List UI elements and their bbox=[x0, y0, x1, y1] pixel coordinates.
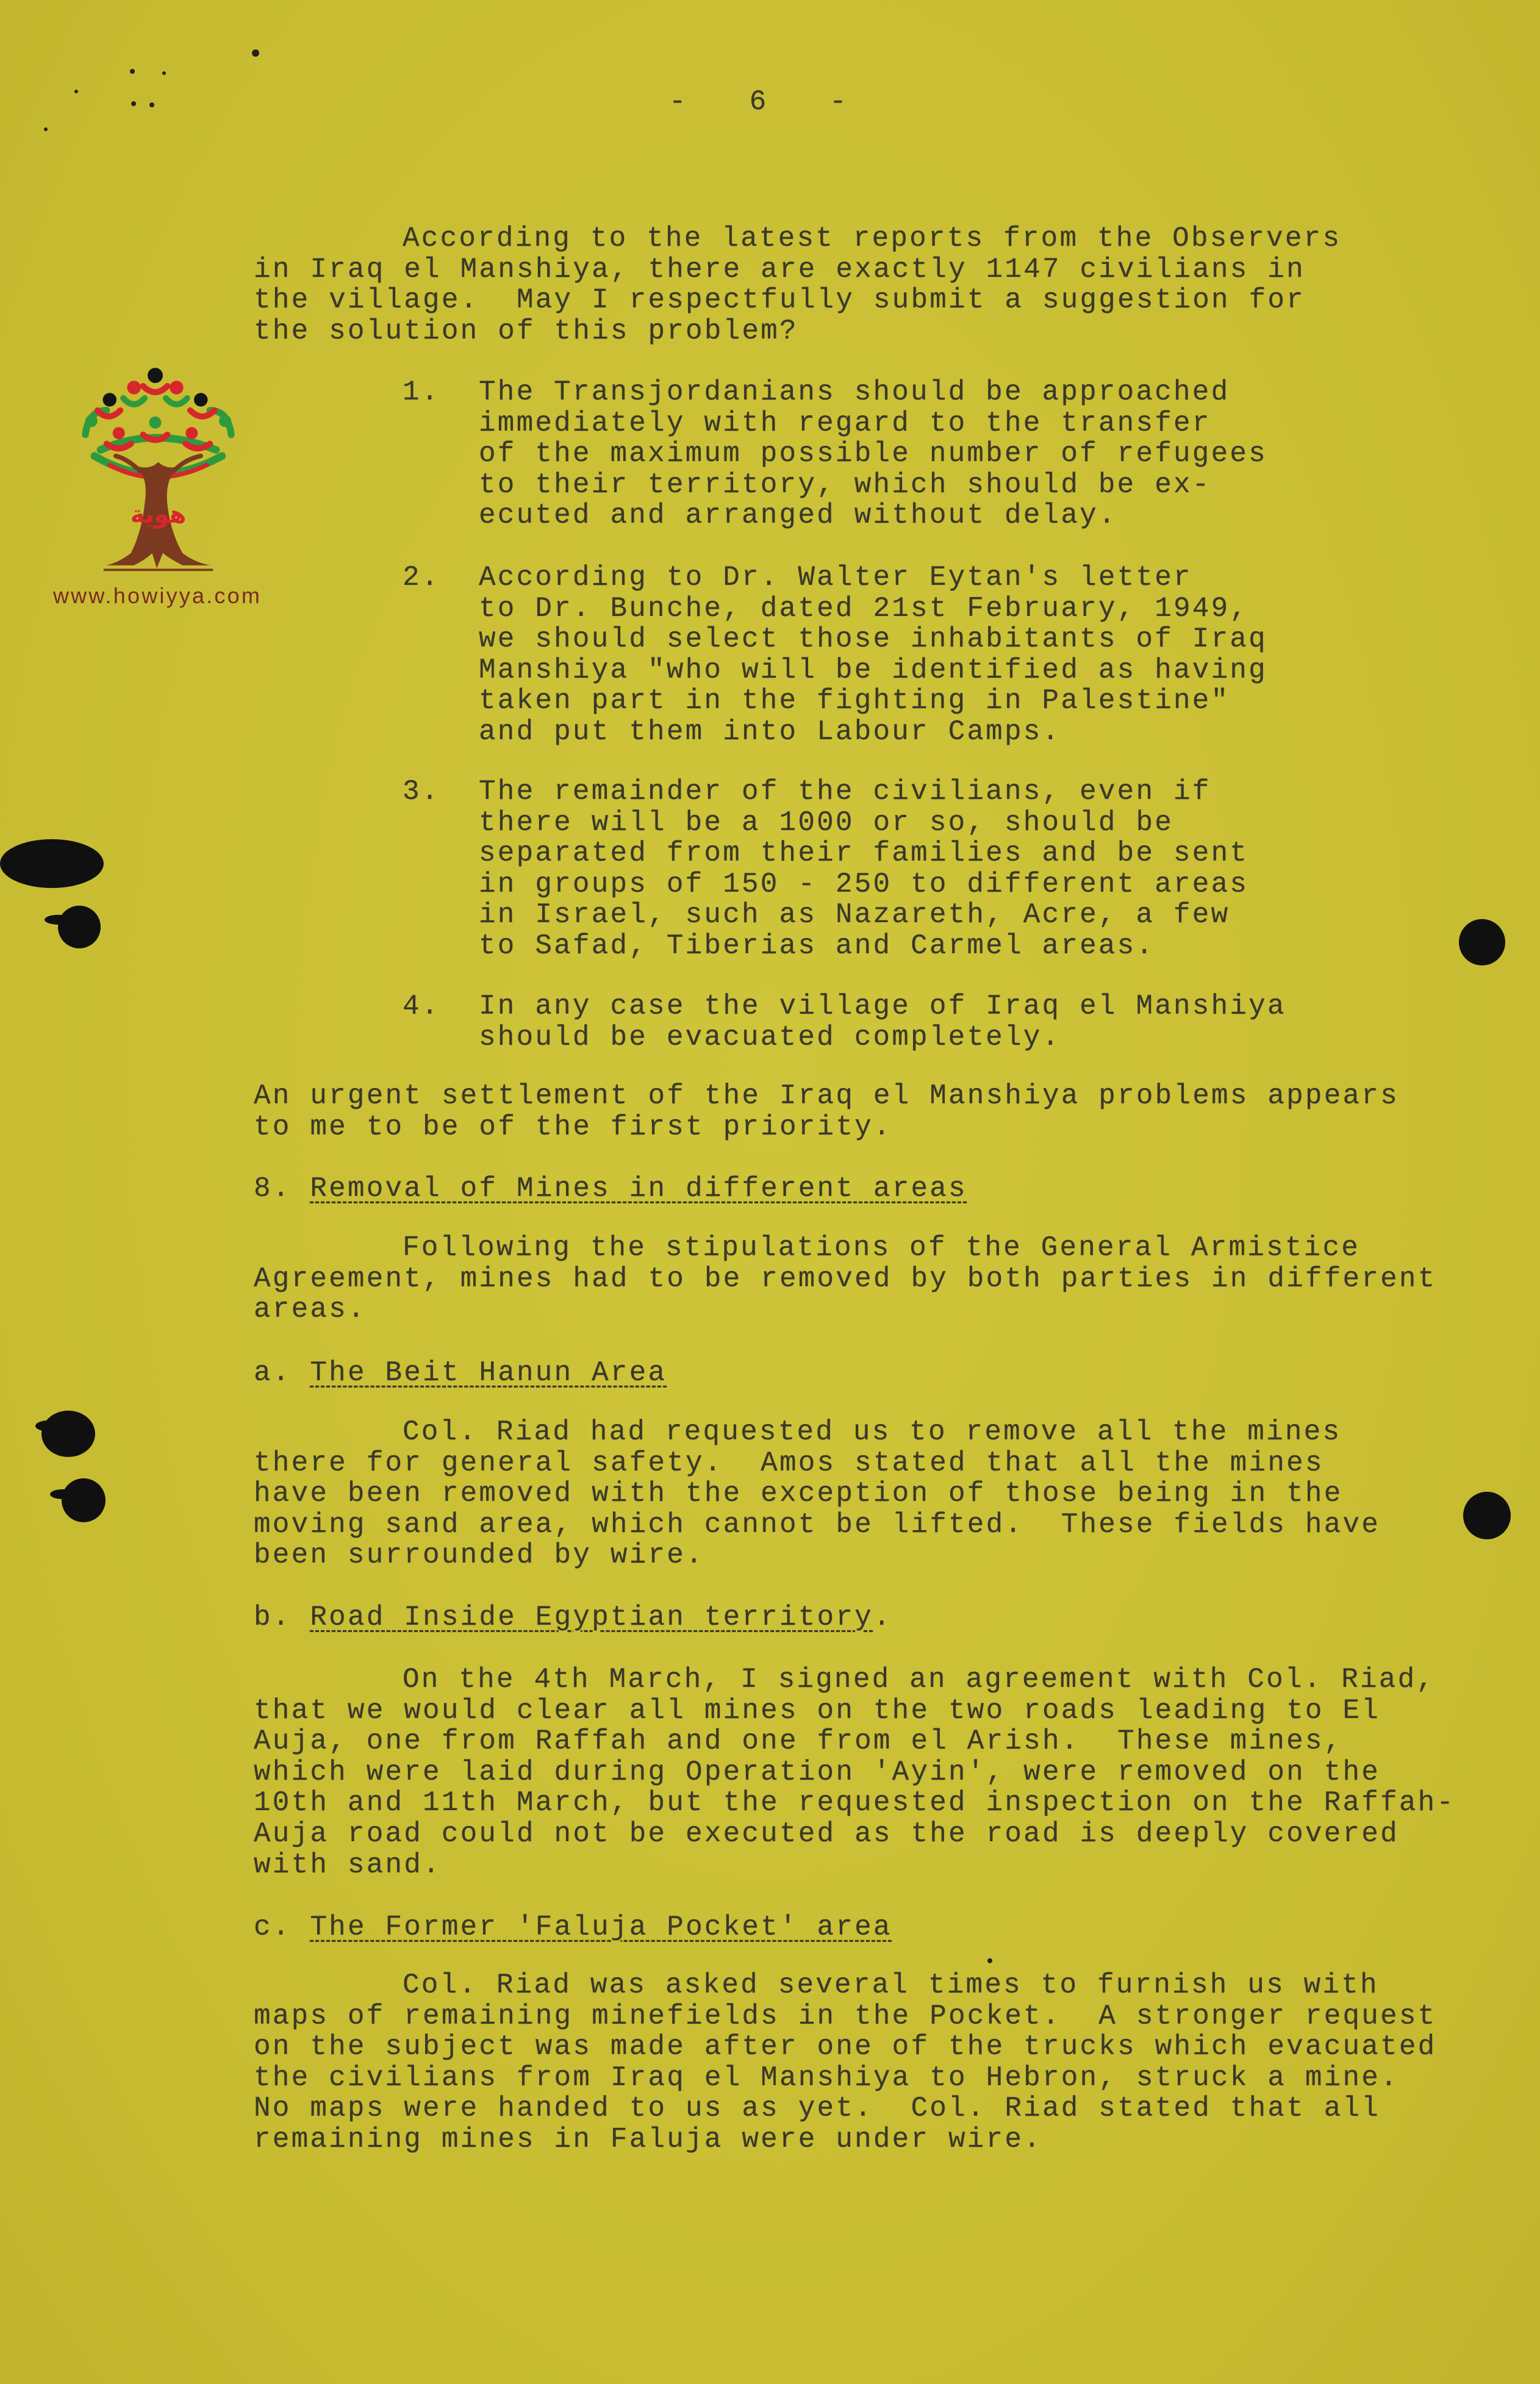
suggestion-number: 2. bbox=[403, 562, 440, 593]
punch-hole-smear bbox=[35, 1420, 62, 1431]
punch-hole-smear bbox=[45, 915, 71, 925]
suggestion-text: The Transjordanians should be approached immediately with regard to the transfer of the maximum possible number of refugees to their territory, which should be ex- ecuted and arranged without delay. bbox=[479, 376, 1267, 532]
subsection-title: Road Inside Egyptian territory bbox=[310, 1602, 873, 1633]
scan-speck bbox=[130, 69, 135, 74]
subsection-b-body: On the 4th March, I signed an agreement with Col. Riad, that we would clear all mines on the two roads leading to El Auja, one from Raffah and one from el Arish. These mines, which were laid during Operation 'Ayin', were removed on the 10th and 11th March, but the requested inspection on the Raffah- Auja road could not be executed as the road is deeply covered with sand. bbox=[254, 1664, 1456, 1881]
suggestion-text: The remainder of the civilians, even if there will be a 1000 or so, should be separated from their families and be sent in groups of 150 - 250 to different areas in Israel, such as Nazareth, Acre, a few to Safad, Tiberias and Carmel areas. bbox=[479, 776, 1249, 962]
subsection-a-heading bbox=[254, 1358, 667, 1389]
punch-hole bbox=[1463, 1492, 1511, 1539]
subsection-a-body: Col. Riad had requested us to remove all the mines there for general safety. Amos stated that all the mines have been removed with the exception of those being in the moving sand area, which cannot be lifted. These fields have been surrounded by wire. bbox=[254, 1416, 1381, 1572]
punch-hole bbox=[62, 1478, 106, 1522]
subsection-c-body: Col. Riad was asked several times to furnish us with maps of remaining minefields in the Pocket. A stronger request on the subject was made after one of the trucks which evacuated the civilians from Iraq el Manshiya to Hebron, struck a mine. No maps were handed to us as yet. Col. Riad stated that all remaining mines in Faluja were under wire. bbox=[254, 1969, 1437, 2155]
howiyya-logo bbox=[73, 365, 243, 578]
website-watermark: www.howiyya.com bbox=[52, 583, 262, 608]
punch-hole-smear bbox=[50, 1489, 74, 1499]
subsection-b-heading bbox=[254, 1602, 892, 1633]
scan-speck bbox=[252, 49, 259, 57]
punch-hole bbox=[0, 839, 104, 888]
scan-speck bbox=[987, 1958, 992, 1963]
subsection-label: b. bbox=[254, 1602, 292, 1633]
subsection-title: The Former 'Faluja Pocket' area bbox=[310, 1911, 892, 1943]
suggestion-number: 3. bbox=[403, 776, 440, 807]
punch-hole bbox=[41, 1411, 95, 1457]
scan-speck bbox=[162, 71, 166, 75]
section-number: 8. bbox=[254, 1173, 292, 1205]
urgent-paragraph: An urgent settlement of the Iraq el Manshiya problems appears to me to be of the first priority. bbox=[254, 1080, 1399, 1143]
logo-arabic-text: هوية bbox=[130, 501, 187, 529]
page-number: - 6 - bbox=[669, 86, 848, 118]
section-title: Removal of Mines in different areas bbox=[310, 1173, 967, 1205]
subsection-title-period: . bbox=[873, 1602, 892, 1633]
suggestion-number: 4. bbox=[403, 990, 440, 1022]
suggestion-text: According to Dr. Walter Eytan's letter to Dr. Bunche, dated 21st February, 1949, we should select those inhabitants of Iraq Manshiya "who will be identified as having taken part in the fighting in Palestine" and put them into Labour Camps. bbox=[479, 562, 1267, 748]
scan-speck bbox=[44, 127, 48, 131]
section-8-heading bbox=[254, 1173, 967, 1205]
subsection-label: a. bbox=[254, 1357, 292, 1389]
subsection-title: The Beit Hanun Area bbox=[310, 1357, 667, 1389]
suggestion-text: In any case the village of Iraq el Manshiya should be evacuated completely. bbox=[479, 990, 1286, 1053]
subsection-c-heading bbox=[254, 1912, 892, 1943]
scan-speck bbox=[74, 90, 78, 93]
suggestion-number: 1. bbox=[403, 376, 440, 408]
subsection-label: c. bbox=[254, 1911, 292, 1943]
scan-speck bbox=[149, 102, 154, 107]
punch-hole bbox=[1459, 919, 1505, 965]
scan-speck bbox=[131, 101, 136, 106]
section-8-intro: Following the stipulations of the General Armistice Agreement, mines had to be removed by both parties in different areas. bbox=[254, 1232, 1437, 1326]
logo-figure-heads bbox=[85, 368, 231, 439]
punch-hole bbox=[58, 906, 101, 948]
intro-paragraph: According to the latest reports from the Observers in Iraq el Manshiya, there are exactly 1147 civilians in the village. May I respectfully submit a suggestion for the solution of this problem? bbox=[254, 223, 1342, 347]
